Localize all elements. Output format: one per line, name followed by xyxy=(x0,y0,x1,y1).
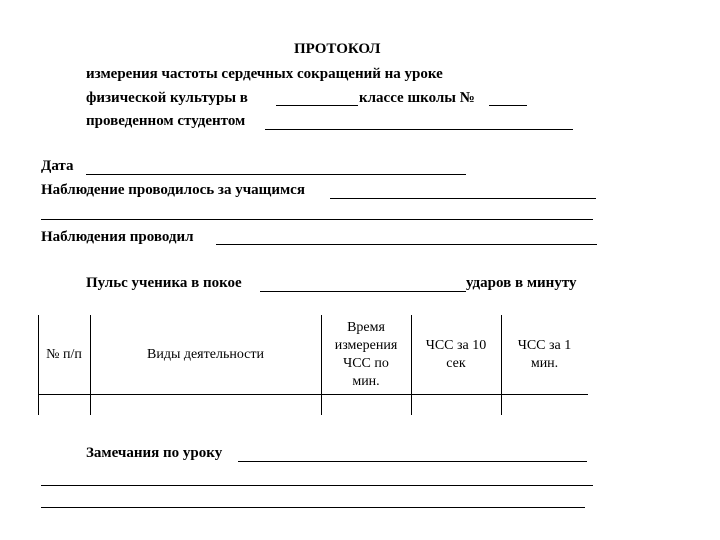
header-line-2a: физической культуры в xyxy=(86,90,248,106)
observer-label: Наблюдения проводил xyxy=(41,229,194,245)
col-header-activity: Виды деятельности xyxy=(146,346,264,362)
col-header-hr10: ЧСС за 10 сек xyxy=(425,337,487,371)
class-blank[interactable] xyxy=(276,105,358,106)
header-line-3: проведенном студентом xyxy=(86,113,246,129)
table-row-line xyxy=(38,394,588,395)
observed-blank[interactable] xyxy=(330,198,596,199)
observer-blank[interactable] xyxy=(216,244,597,245)
remarks-blank-1[interactable] xyxy=(238,461,587,462)
date-blank[interactable] xyxy=(86,174,466,175)
remarks-label: Замечания по уроку xyxy=(86,445,223,461)
observed-label: Наблюдение проводилось за учащимся xyxy=(41,182,305,198)
col-header-time: Время измерения ЧСС по мин. xyxy=(334,319,398,389)
header-line-1: измерения частоты сердечных сокращений на уроке xyxy=(86,66,443,82)
col-header-num: № п/п xyxy=(46,346,82,362)
pulse-blank[interactable] xyxy=(260,291,466,292)
observed-blank-2[interactable] xyxy=(41,219,593,220)
col-header-hr1: ЧСС за 1 мин. xyxy=(517,337,572,371)
remarks-blank-2[interactable] xyxy=(41,485,593,486)
date-label: Дата xyxy=(41,158,74,174)
school-number-blank[interactable] xyxy=(489,105,527,106)
pulse-unit: ударов в минуту xyxy=(466,275,577,291)
header-line-2b: классе школы № xyxy=(359,90,475,106)
student-blank[interactable] xyxy=(265,129,573,130)
doc-title: ПРОТОКОЛ xyxy=(294,41,381,57)
remarks-blank-3[interactable] xyxy=(41,507,585,508)
pulse-label: Пульс ученика в покое xyxy=(86,275,242,291)
